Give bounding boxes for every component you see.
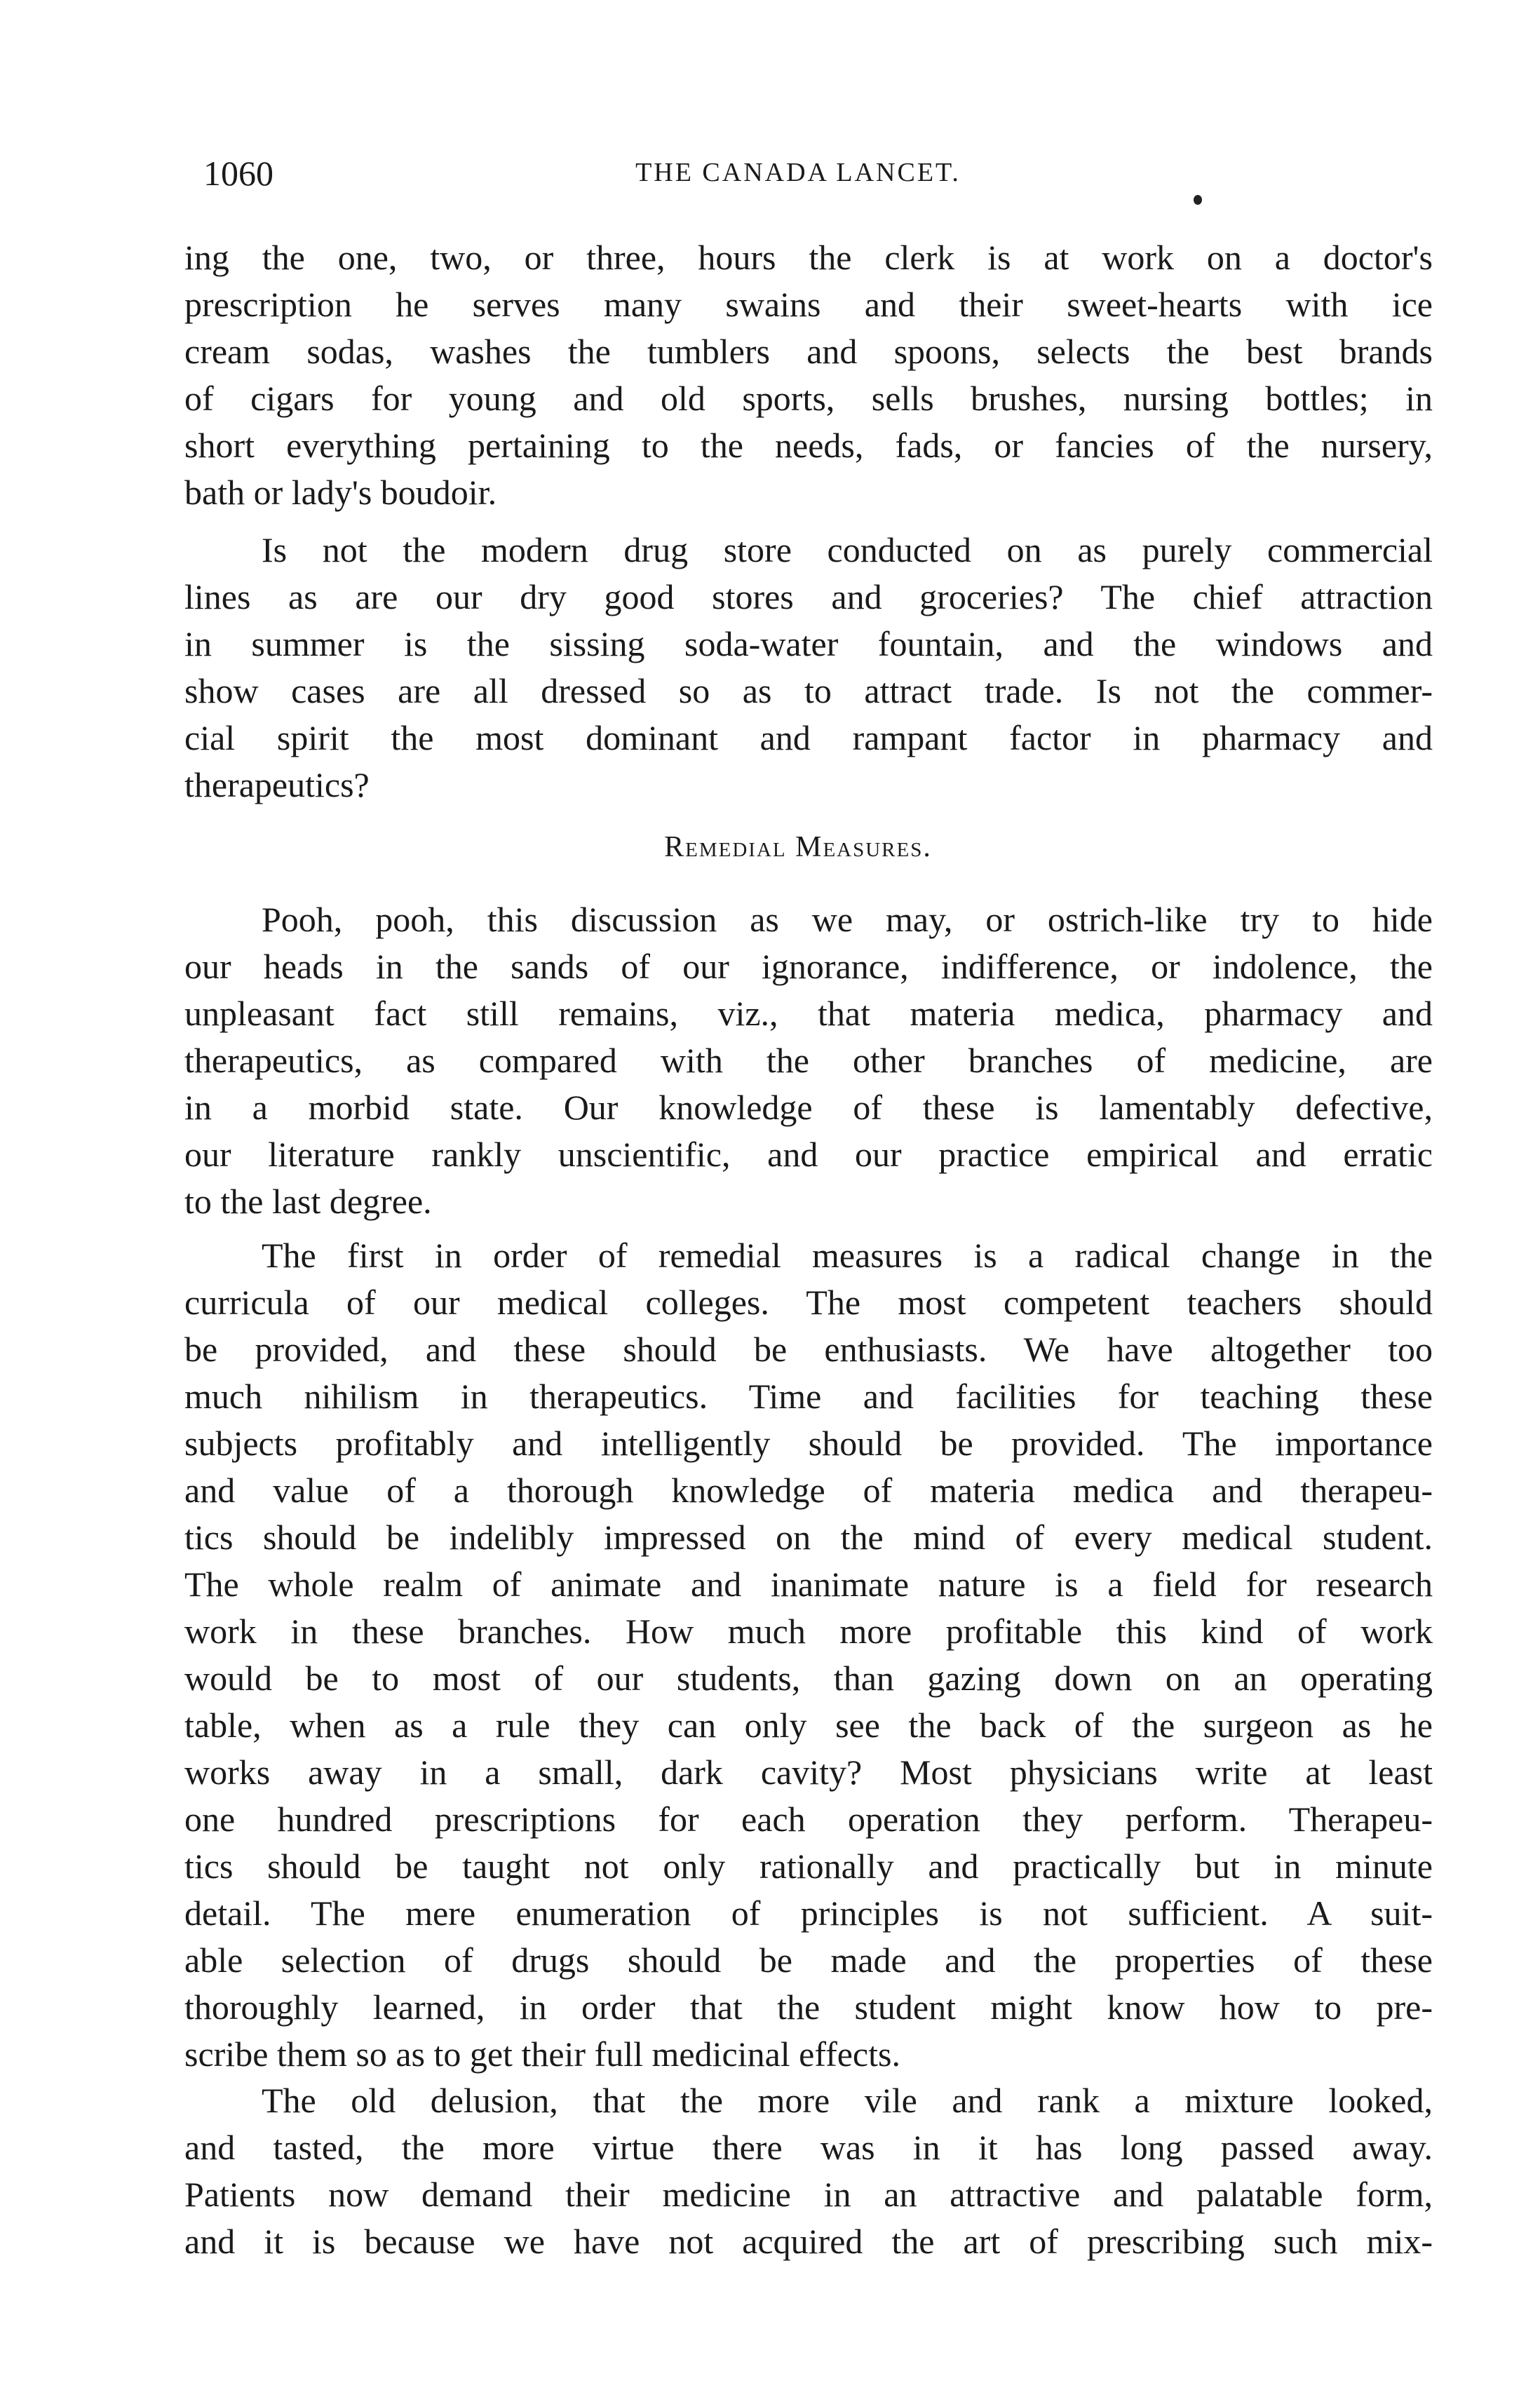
section-heading: Remedial Measures. — [664, 831, 932, 863]
text-line: scribe them so as to get their full medicinal effects. — [184, 2034, 900, 2074]
text-line: Pooh, pooh, this discussion as we may, or ostrich-like try to hide — [262, 900, 1433, 939]
text-line: would be to most of our students, than gazing down on an operating — [184, 1659, 1433, 1698]
text-line: show cases are all dressed so as to attract trade. Is not the commer- — [184, 671, 1433, 710]
text-line: able selection of drugs should be made and the properties of these — [184, 1940, 1433, 1980]
text-line: subjects profitably and intelligently should be provided. The importance — [184, 1424, 1433, 1463]
running-title: THE CANADA LANCET. — [635, 158, 961, 187]
text-line: to the last degree. — [184, 1182, 432, 1221]
text-line: The whole realm of animate and inanimate nature is a field for research — [184, 1565, 1433, 1604]
text-line: thoroughly learned, in order that the student might know how to pre- — [184, 1987, 1433, 2027]
text-line: be provided, and these should be enthusiasts. We have altogether too — [184, 1330, 1433, 1369]
text-line: The first in order of remedial measures is a radical change in the — [262, 1236, 1433, 1275]
text-line: prescription he serves many swains and their sweet-hearts with ice — [184, 285, 1433, 324]
paragraph — [184, 234, 1433, 516]
text-line: therapeutics? — [184, 765, 370, 804]
text-line: unpleasant fact still remains, viz., that materia medica, pharmacy and — [184, 994, 1433, 1033]
paragraph — [184, 2077, 1433, 2265]
paragraph — [184, 896, 1433, 1225]
text-line: and it is because we have not acquired the art of prescribing such mix- — [184, 2222, 1433, 2261]
text-line: lines as are our dry good stores and groceries? The chief attraction — [184, 577, 1433, 616]
text-line: tics should be taught not only rationally and practically but in minute — [184, 1846, 1433, 1886]
text-line: and tasted, the more virtue there was in it has long passed away. — [184, 2128, 1433, 2167]
text-line: ing the one, two, or three, hours the clerk is at work on a doctor's — [184, 238, 1433, 277]
text-line: cream sodas, washes the tumblers and spoons, selects the best brands — [184, 332, 1433, 371]
paragraph — [184, 527, 1433, 809]
text-line: and value of a thorough knowledge of materia medica and therapeu- — [184, 1471, 1433, 1510]
text-line: of cigars for young and old sports, sells brushes, nursing bottles; in — [184, 379, 1433, 418]
text-line: table, when as a rule they can only see the back of the surgeon as he — [184, 1706, 1433, 1745]
paragraph — [184, 1232, 1433, 2078]
text-line: therapeutics, as compared with the other branches of medicine, are — [184, 1041, 1433, 1080]
text-line: much nihilism in therapeutics. Time and facilities for teaching these — [184, 1377, 1433, 1416]
text-line: detail. The mere enumeration of principles is not sufficient. A suit- — [184, 1893, 1433, 1933]
text-line: in a morbid state. Our knowledge of these is lamentably defective, — [184, 1088, 1433, 1127]
ink-mark — [1194, 195, 1202, 205]
text-line: our literature rankly unscientific, and our practice empirical and erratic — [184, 1135, 1433, 1174]
page-number: 1060 — [203, 154, 273, 193]
text-line: one hundred prescriptions for each operation they perform. Therapeu- — [184, 1800, 1433, 1839]
text-line: in summer is the sissing soda-water fountain, and the windows and — [184, 624, 1433, 663]
text-line: our heads in the sands of our ignorance, indifference, or indolence, the — [184, 947, 1433, 986]
text-line: The old delusion, that the more vile and rank a mixture looked, — [262, 2081, 1433, 2120]
text-line: short everything pertaining to the needs, fads, or fancies of the nursery, — [184, 426, 1433, 465]
text-line: Is not the modern drug store conducted on as purely commercial — [262, 530, 1433, 569]
text-line: Patients now demand their medicine in an attractive and palatable form, — [184, 2175, 1433, 2214]
text-line: curricula of our medical colleges. The most competent teachers should — [184, 1283, 1433, 1322]
text-line: works away in a small, dark cavity? Most physicians write at least — [184, 1753, 1433, 1792]
text-line: cial spirit the most dominant and rampant factor in pharmacy and — [184, 718, 1433, 757]
text-line: work in these branches. How much more profitable this kind of work — [184, 1612, 1433, 1651]
text-line: bath or lady's boudoir. — [184, 473, 497, 512]
text-line: tics should be indelibly impressed on the mind of every medical student. — [184, 1518, 1433, 1557]
